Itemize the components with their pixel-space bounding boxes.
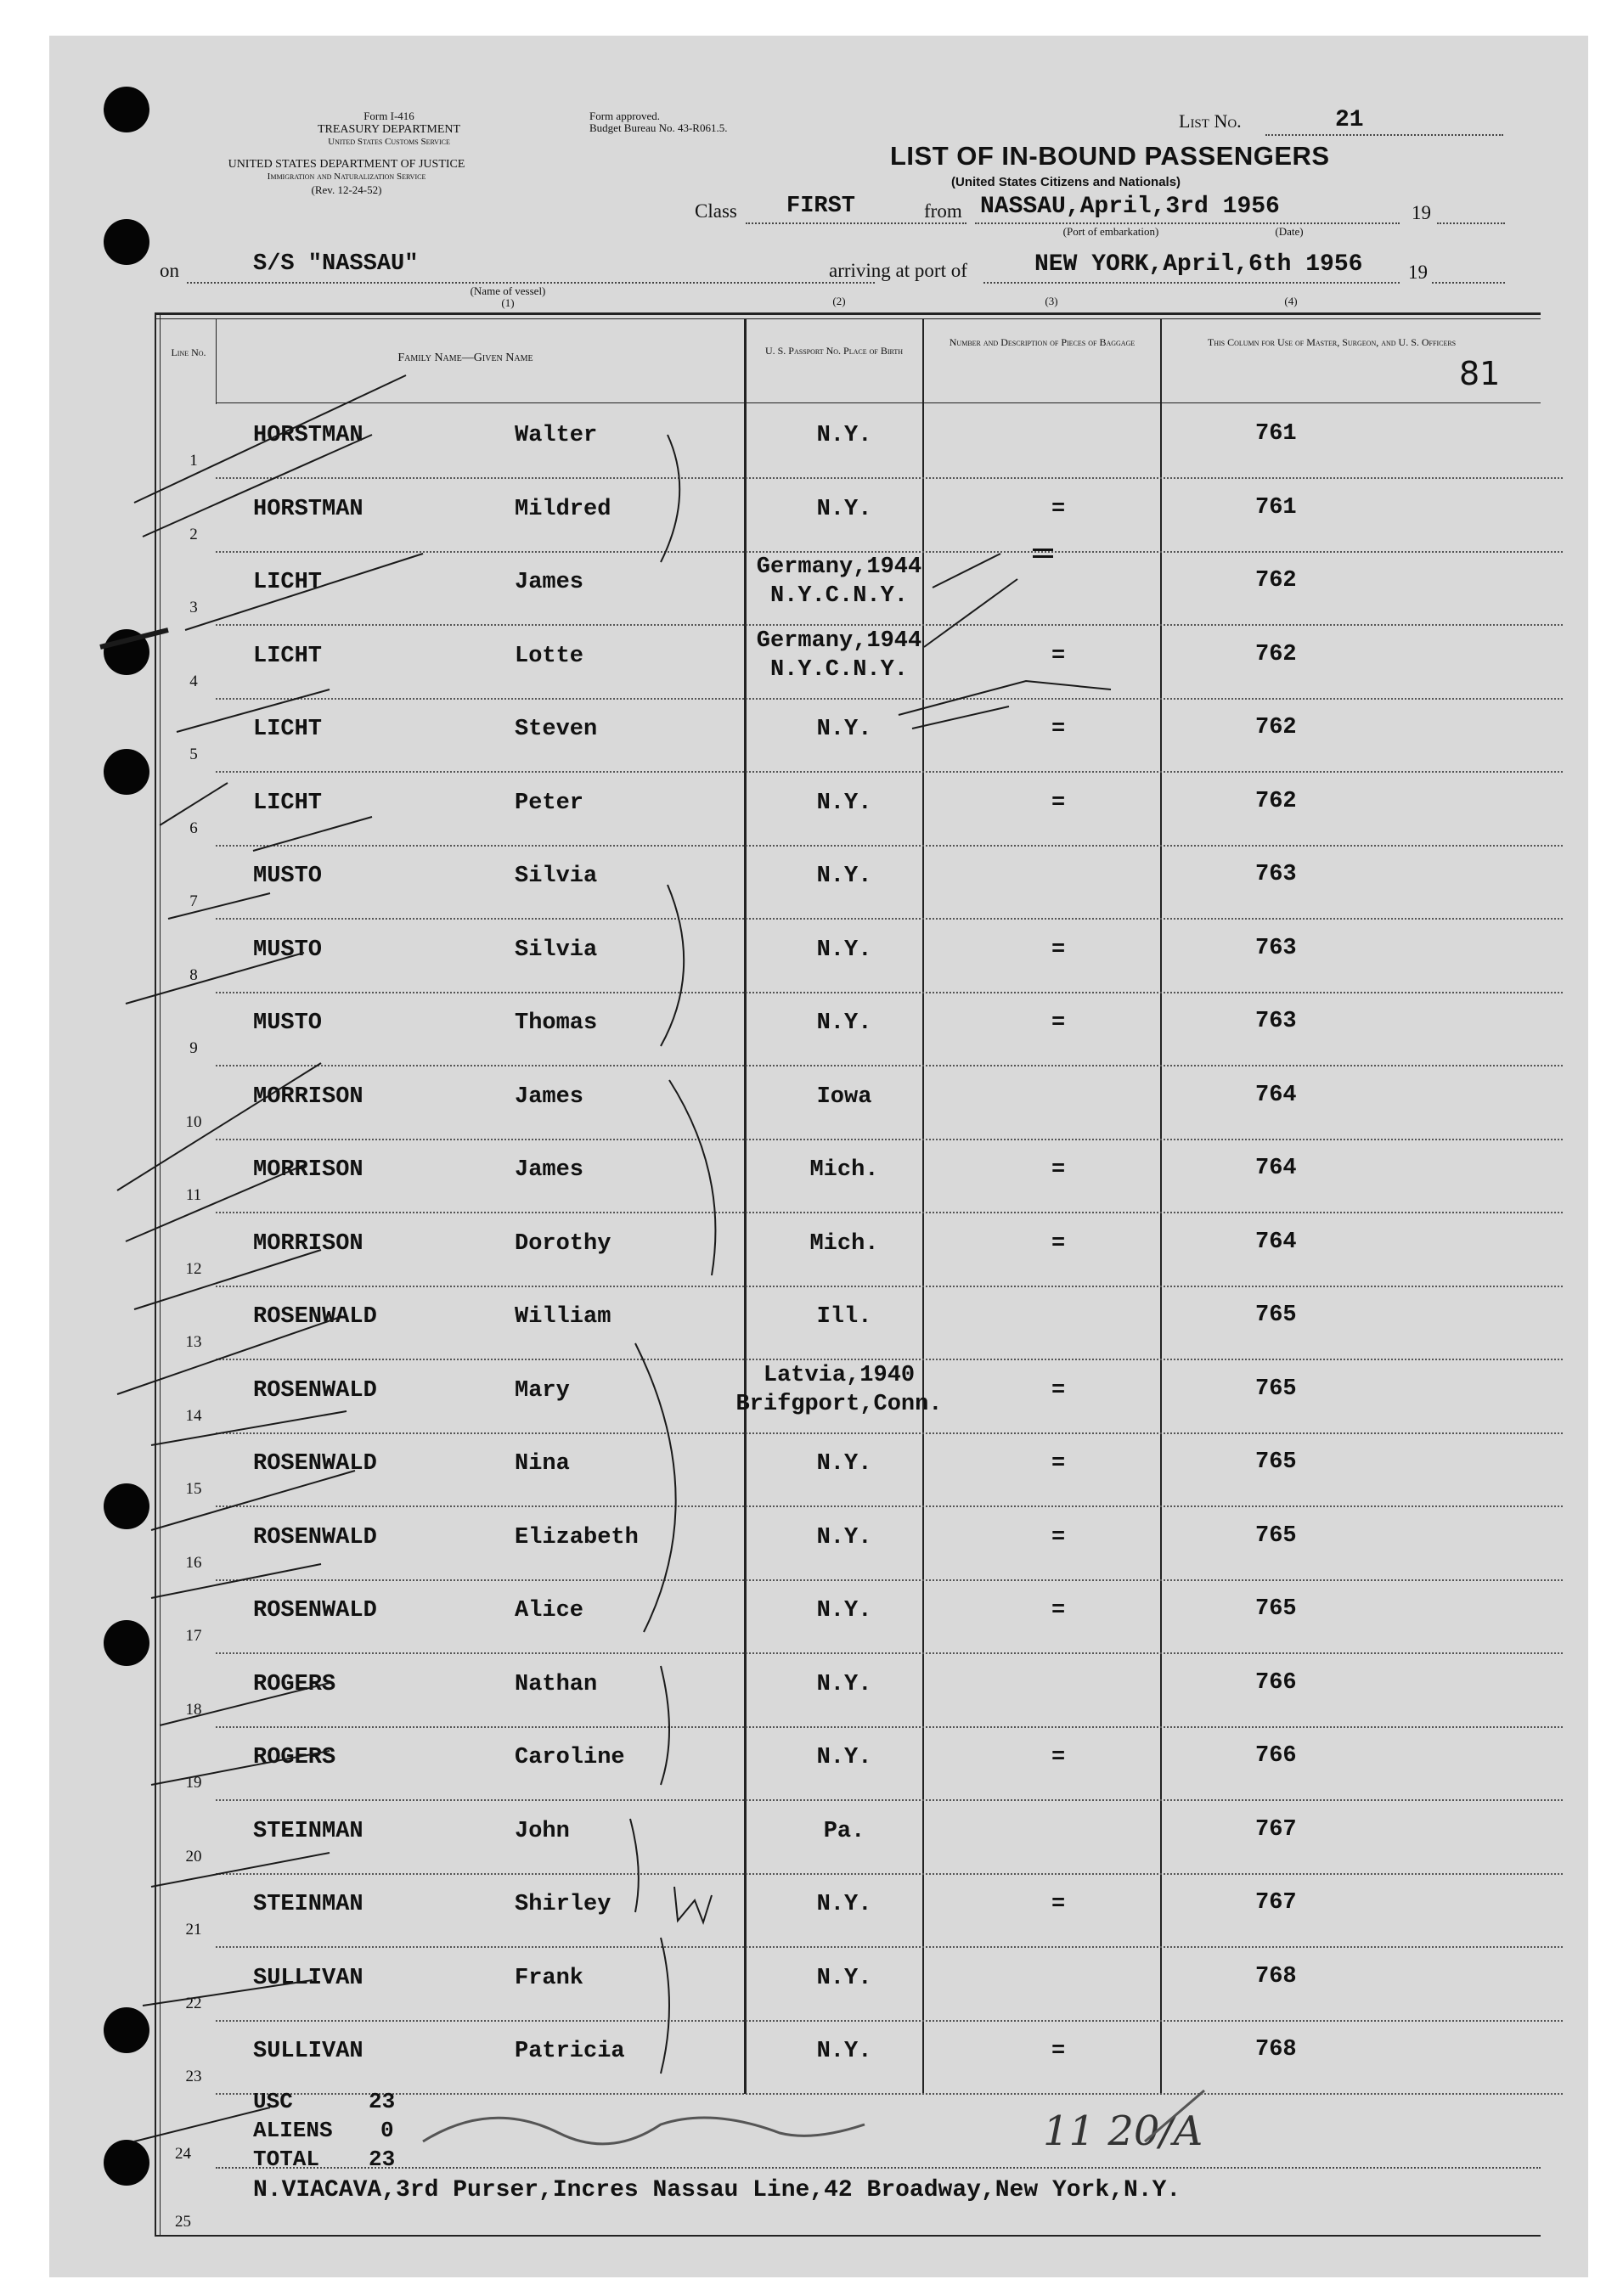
baggage-mark: = [1051, 1377, 1066, 1404]
line-number: 22 [185, 1994, 202, 2012]
officer-number: 766 [1255, 1743, 1297, 1769]
officer-number: 767 [1255, 1890, 1297, 1916]
given-name: James [515, 570, 584, 595]
given-name: Lotte [515, 643, 584, 669]
from-value: NASSAU,April,3rd 1956 [980, 194, 1280, 220]
line-number: 12 [185, 1259, 202, 1278]
line-number: 4 [189, 672, 198, 690]
aliens-label: ALIENS [253, 2118, 333, 2143]
usc-label: USC [253, 2089, 293, 2114]
given-name: Elizabeth [515, 1524, 639, 1550]
family-name: ROSENWALD [253, 1451, 377, 1477]
officer-number: 768 [1255, 1963, 1297, 1989]
header-baggage: Number and Description of Pieces of Baggage [949, 336, 1136, 348]
col-3-number: (3) [1045, 295, 1058, 307]
officer-number: 762 [1255, 715, 1297, 740]
line-number: 2 [189, 525, 198, 543]
officer-number: 763 [1255, 862, 1297, 887]
given-name: Steven [515, 717, 598, 742]
family-name: LICHT [253, 717, 323, 742]
line-number: 15 [185, 1480, 202, 1498]
place-of-birth: N.Y. [816, 790, 872, 816]
revision: (Rev. 12-24-52) [311, 183, 382, 196]
arriving-value: NEW YORK,April,6th 1956 [1034, 251, 1363, 278]
place-of-birth: N.Y. [816, 1892, 872, 1917]
officer-number: 761 [1255, 421, 1297, 447]
list-no-label: List No. [1179, 110, 1242, 132]
line-number-24: 24 [175, 2145, 191, 2163]
given-name: John [515, 1818, 570, 1844]
justice-dept: UNITED STATES DEPARTMENT OF JUSTICE [228, 158, 465, 171]
family-name: MUSTO [253, 1010, 323, 1036]
given-name: Thomas [515, 1010, 598, 1036]
line-number: 8 [189, 965, 198, 984]
arriving-label: arriving at port of [829, 260, 967, 281]
officer-number: 765 [1255, 1449, 1297, 1475]
family-name: ROSENWALD [253, 1524, 377, 1550]
officer-number: 765 [1255, 1376, 1297, 1402]
line-number: 20 [185, 1847, 202, 1866]
vessel-value: S/S "NASSAU" [253, 251, 419, 277]
place-of-birth: N.Y. [816, 937, 872, 963]
family-name: MUSTO [253, 864, 323, 889]
given-name: Mary [515, 1377, 570, 1404]
baggage-mark: = [1051, 1598, 1066, 1624]
col-2-number: (2) [832, 295, 846, 307]
given-name: Alice [515, 1598, 584, 1624]
family-name: ROGERS [253, 1671, 336, 1697]
header-officers: This Column for Use of Master, Surgeon, and U. S. Officers [1207, 336, 1457, 348]
family-name: LICHT [253, 570, 323, 595]
family-name: MUSTO [253, 937, 323, 963]
form-approved: Form approved. [589, 110, 661, 122]
officer-number: 763 [1255, 1009, 1297, 1034]
given-name: Dorothy [515, 1230, 611, 1257]
line-number: 9 [189, 1039, 198, 1057]
budget-bureau: Budget Bureau No. 43-R061.5. [589, 121, 728, 134]
document-subtitle: (United States Citizens and Nationals) [951, 175, 1181, 189]
aliens-value: 0 [380, 2118, 394, 2143]
place-of-birth: Mich. [809, 1230, 879, 1257]
date-caption: (Date) [1275, 225, 1304, 238]
baggage-mark: = [1051, 643, 1066, 669]
purser-signature-line: N.VIACAVA,3rd Purser,Incres Nassau Line,42 Broadway,New York,N.Y. [253, 2177, 1181, 2203]
ins-service: Immigration and Naturalization Service [267, 172, 426, 182]
line-number: 10 [185, 1112, 202, 1131]
line-number-25: 25 [175, 2213, 191, 2231]
line-number: 19 [185, 1774, 202, 1792]
family-name: MORRISON [253, 1083, 363, 1110]
baggage-mark: = [1051, 1157, 1066, 1183]
given-name: Mildred [515, 496, 611, 522]
family-name: SULLIVAN [253, 1965, 363, 1991]
place-of-birth-line-2: N.Y.C.N.Y. [769, 583, 909, 609]
place-of-birth: N.Y. [816, 1745, 872, 1770]
family-name: ROGERS [253, 1745, 336, 1770]
line-number: 1 [189, 452, 198, 470]
family-name: HORSTMAN [253, 496, 363, 522]
place-of-birth: N.Y. [816, 1598, 872, 1624]
officer-number: 765 [1255, 1522, 1297, 1549]
line-number: 23 [185, 2068, 202, 2085]
officer-number: 762 [1255, 641, 1297, 667]
line-number: 7 [189, 892, 198, 910]
baggage-mark: = [1051, 717, 1066, 742]
place-of-birth: N.Y. [816, 1965, 872, 1991]
officer-number: 765 [1255, 1596, 1297, 1622]
place-of-birth-line-1: Germany,1944 [756, 554, 922, 580]
family-name: MORRISON [253, 1230, 363, 1257]
line-number: 5 [189, 746, 198, 763]
baggage-mark: = [1051, 1524, 1066, 1550]
officer-number: 767 [1255, 1816, 1297, 1843]
given-name: Caroline [515, 1745, 625, 1770]
handwritten-time: 11 20/A [1043, 2107, 1203, 2155]
pencil-marks [49, 36, 1588, 2277]
baggage-mark: = [1051, 496, 1066, 522]
place-of-birth: N.Y. [816, 496, 872, 522]
officer-number: 762 [1255, 568, 1297, 594]
family-name: ROSENWALD [253, 1598, 377, 1624]
form-number: Form I-416 [363, 110, 414, 122]
header-passport: U. S. Passport No. Place of Birth [764, 345, 904, 357]
given-name: Shirley [515, 1892, 611, 1917]
baggage-mark: = [1051, 1451, 1066, 1477]
place-of-birth-line-1: Germany,1944 [756, 627, 922, 654]
given-name: James [515, 1157, 584, 1183]
given-name: Silvia [515, 937, 598, 963]
treasury-dept: TREASURY DEPARTMENT [317, 123, 461, 136]
baggage-mark: = [1051, 790, 1066, 816]
place-of-birth: N.Y. [816, 1010, 872, 1036]
officer-number: 762 [1255, 788, 1297, 814]
family-name: STEINMAN [253, 1892, 363, 1917]
line-number: 14 [185, 1406, 202, 1425]
family-name: ROSENWALD [253, 1377, 377, 1404]
officer-number: 764 [1255, 1082, 1297, 1108]
place-of-birth: N.Y. [816, 2039, 872, 2064]
usc-value: 23 [369, 2089, 396, 2114]
total-value: 23 [369, 2147, 396, 2172]
family-name: LICHT [253, 643, 323, 669]
place-of-birth: N.Y. [816, 1671, 872, 1697]
line-number: 13 [185, 1333, 202, 1351]
officer-number: 764 [1255, 1229, 1297, 1255]
line-number: 18 [185, 1700, 202, 1719]
place-of-birth: Iowa [816, 1083, 872, 1110]
place-of-birth: N.Y. [816, 1524, 872, 1550]
baggage-mark: = [1051, 1010, 1066, 1036]
place-of-birth: Pa. [823, 1818, 865, 1844]
family-name: MORRISON [253, 1157, 363, 1183]
customs-service: United States Customs Service [328, 137, 450, 147]
total-label: TOTAL [253, 2147, 320, 2172]
vessel-caption-num: (1) [501, 296, 515, 309]
document-page [49, 36, 1588, 2277]
baggage-mark: = [1051, 1745, 1066, 1770]
line-number: 3 [189, 599, 198, 616]
class-label: Class [695, 200, 737, 222]
class-value: FIRST [786, 194, 856, 219]
place-of-birth: N.Y. [816, 717, 872, 742]
place-of-birth-line-1: Latvia,1940 [763, 1362, 916, 1388]
line-number: 21 [185, 1921, 202, 1939]
col-4-number: (4) [1284, 295, 1298, 307]
place-of-birth: N.Y. [816, 864, 872, 889]
port-embark-caption: (Port of embarkation) [1062, 225, 1159, 238]
family-name: ROSENWALD [253, 1304, 377, 1330]
line-number: 6 [189, 819, 198, 837]
baggage-mark: = [1051, 1230, 1066, 1257]
handwritten-page-number: 81 [1459, 355, 1501, 392]
officer-number: 766 [1255, 1669, 1297, 1696]
list-no-value: 21 [1335, 107, 1364, 133]
given-name: Frank [515, 1965, 584, 1991]
baggage-mark: = [1051, 2039, 1066, 2064]
family-name: LICHT [253, 790, 323, 816]
family-name: STEINMAN [253, 1818, 363, 1844]
on-label: on [160, 260, 179, 281]
year-prefix-1: 19 [1412, 202, 1431, 223]
given-name: Patricia [515, 2039, 625, 2064]
line-number: 17 [185, 1627, 202, 1645]
given-name: Walter [515, 423, 598, 448]
baggage-mark: = [1051, 1892, 1066, 1917]
from-label: from [924, 200, 962, 222]
given-name: Peter [515, 790, 584, 816]
year-prefix-2: 19 [1408, 262, 1428, 283]
given-name: Silvia [515, 864, 598, 889]
place-of-birth-line-2: Brifgport,Conn. [735, 1391, 943, 1417]
header-name: Family Name—Given Name [397, 352, 533, 364]
line-number: 11 [185, 1186, 202, 1204]
baggage-mark: = [1051, 937, 1066, 963]
officer-number: 763 [1255, 935, 1297, 961]
document-title: LIST OF IN-BOUND PASSENGERS [890, 141, 1330, 171]
officer-number: 764 [1255, 1156, 1297, 1181]
family-name: HORSTMAN [253, 423, 363, 448]
officer-number: 768 [1255, 2037, 1297, 2062]
header-line-no: Line No. [171, 346, 206, 358]
given-name: Nathan [515, 1671, 598, 1697]
given-name: Nina [515, 1451, 570, 1477]
given-name: William [515, 1304, 611, 1330]
place-of-birth-line-2: N.Y.C.N.Y. [769, 656, 909, 683]
place-of-birth: Mich. [809, 1157, 879, 1183]
line-number: 16 [185, 1553, 202, 1572]
place-of-birth: N.Y. [816, 1451, 872, 1477]
family-name: SULLIVAN [253, 2039, 363, 2064]
given-name: James [515, 1083, 584, 1110]
vessel-caption: (Name of vessel) [470, 284, 546, 297]
place-of-birth: N.Y. [816, 423, 872, 448]
place-of-birth: Ill. [816, 1304, 872, 1330]
officer-number: 761 [1255, 494, 1297, 521]
officer-number: 765 [1255, 1303, 1297, 1328]
